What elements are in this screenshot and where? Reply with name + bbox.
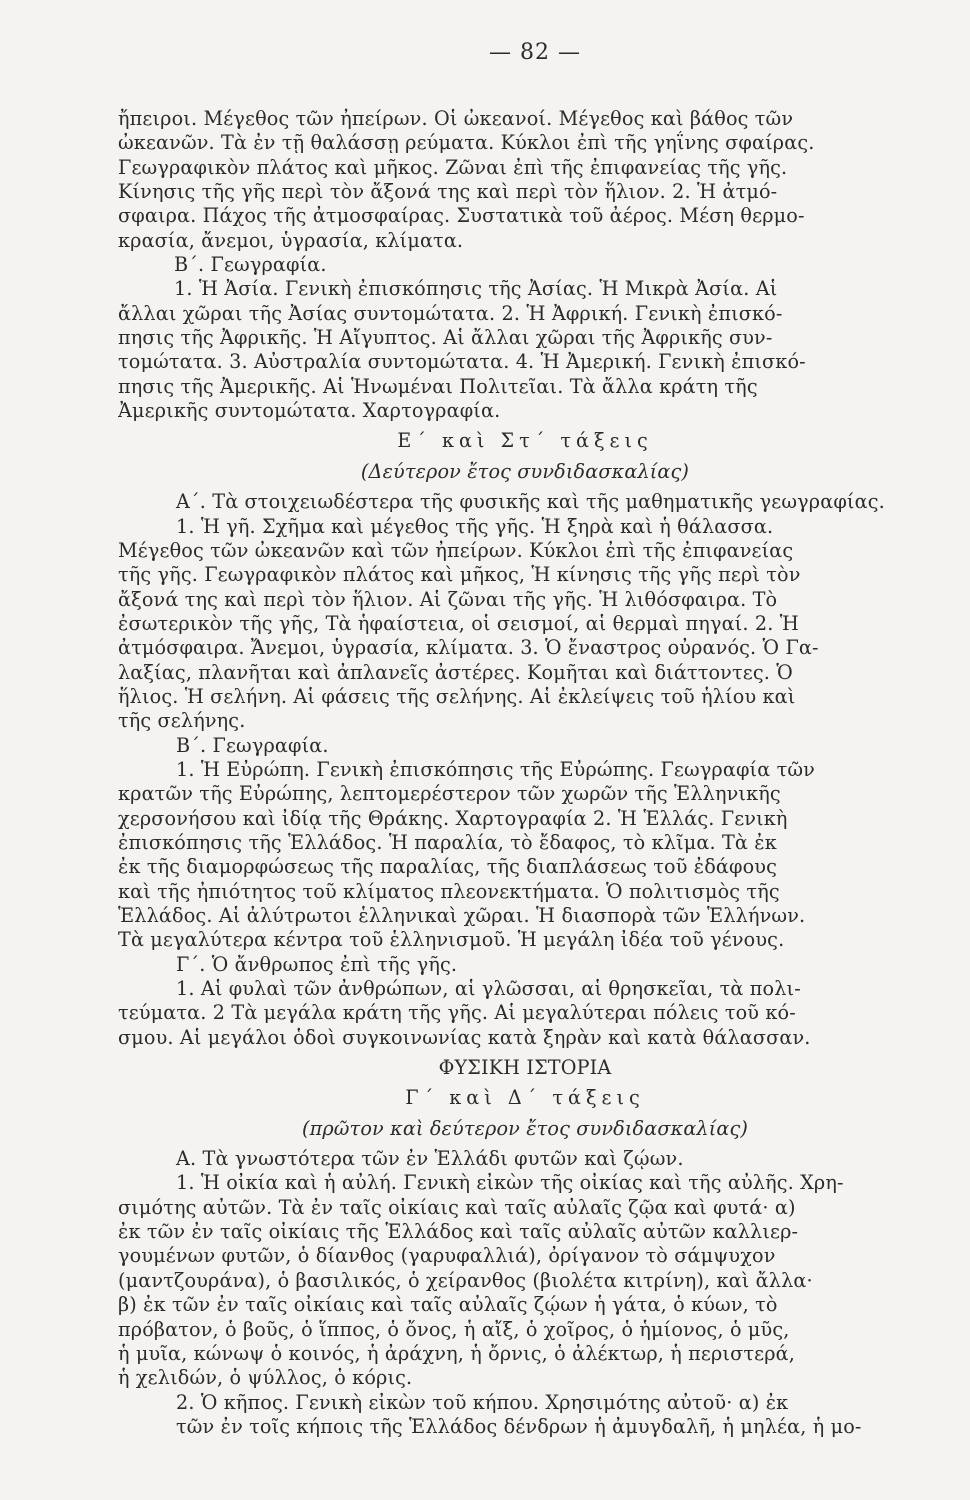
text-line: κρασία, ἄνεμοι, ὑγρασία, κλίματα. <box>118 228 464 252</box>
text-line: ὠκεανῶν. Τὰ ἐν τῇ θαλάσσῃ ρεύματα. Κύκλοι ἐπὶ τῆς γηΐνης σφαίρας. <box>118 131 815 155</box>
text-line: ἤπειροι. Μέγεθος τῶν ἠπείρων. Οἱ ὠκεανοί. Μέγεθος καὶ βάθος τῶν <box>118 107 794 130</box>
text-line: ἐσωτερικὸν τῆς γῆς, Τὰ ἡφαίστεια, οἱ σεισμοί, αἱ θερμαὶ πηγαί. 2. Ἡ <box>118 611 799 635</box>
text-line: ἡ χελιδών, ὁ ψύλλος, ὁ κόρις. <box>118 1366 413 1390</box>
text-line: (Δεύτερον ἔτος συνδιδασκαλίας) <box>360 459 690 483</box>
text-line: ἐκ τῆς διαμορφώσεως τῆς παραλίας, τῆς διαπλάσεως τοῦ ἐδάφους <box>118 855 778 879</box>
text-line: ἐπισκόπησις τῆς Ἑλλάδος. Ἡ παραλία, τὸ ἔδαφος, τὸ κλῖμα. Τὰ ἐκ <box>118 830 777 854</box>
text-line: Κίνησις τῆς γῆς περὶ τὸν ἄξονά της καὶ περὶ τὸν ἥλιον. 2. Ἡ ἀτμό- <box>118 180 778 204</box>
text-line: Ἀμερικῆς συντομώτατα. Χαρτογραφία. <box>118 399 501 423</box>
text-line: πησις τῆς Ἀφρικῆς. Ἡ Αἴγυπτος. Αἱ ἄλλαι χῶραι τῆς Ἀφρικῆς συν- <box>118 326 773 350</box>
text-line: Γ΄. Ὁ ἄνθρωπος ἐπὶ τῆς γῆς. <box>176 952 458 976</box>
text-line: Β΄. Γεωγραφία. <box>176 733 329 757</box>
text-line: (μαντζουράνα), ὁ βασιλικός, ὁ χείρανθος (βιολέτα κιτρίνη), καὶ ἄλλα· <box>118 1268 813 1292</box>
text-line: Ε΄ καὶ Στ΄ τάξεις <box>397 429 653 453</box>
text-line: σιμότης αὐτῶν. Τὰ ἐν ταῖς οἰκίαις καὶ ταῖς αὐλαῖς ζῷα καὶ φυτά· α) <box>118 1195 796 1219</box>
page-number: — 82 — <box>489 40 581 65</box>
text-line: τῆς σελήνης. <box>118 709 246 733</box>
text-line: Α. Τὰ γνωστότερα τῶν ἐν Ἑλλάδι φυτῶν καὶ ζῴων. <box>176 1147 684 1171</box>
text-line: 1. Ἡ οἰκία καὶ ἡ αὐλή. Γενικὴ εἰκὼν τῆς οἰκίας καὶ τῆς αὐλῆς. Χρη- <box>176 1171 844 1195</box>
text-line: πησις τῆς Ἀμερικῆς. Αἱ Ἡνωμέναι Πολιτεῖαι. Τὰ ἄλλα κράτη τῆς <box>118 374 758 398</box>
text-line: καὶ τῆς ἠπιότητος τοῦ κλίματος πλεονεκτήματα. Ὁ πολιτισμὸς τῆς <box>118 879 780 903</box>
text-line: Γ΄ καὶ Δ΄ τάξεις <box>405 1086 645 1110</box>
text-line: Τὰ μεγαλύτερα κέντρα τοῦ ἑλληνισμοῦ. Ἡ μεγάλη ἰδέα τοῦ γένους. <box>118 928 785 952</box>
page-body <box>118 107 932 1439</box>
text-line: σφαιρα. Πάχος τῆς ἀτμοσφαίρας. Συστατικὰ τοῦ ἀέρος. Μέση θερμο- <box>118 204 805 228</box>
text-line: ἀτμόσφαιρα. Ἄνεμοι, ὑγρασία, κλίματα. 3. Ὁ ἔναστρος οὐρανός. Ὁ Γα- <box>118 636 819 660</box>
text-line: 1. Ἡ Ἀσία. Γενικὴ ἐπισκόπησις τῆς Ἀσίας. Ἡ Μικρὰ Ἀσία. Αἱ <box>174 277 778 301</box>
text-line: ΦΥΣΙΚΗ ΙΣΤΟΡΙΑ <box>438 1056 612 1080</box>
text-line: (πρῶτον καὶ δεύτερον ἔτος συνδιδασκαλίας) <box>301 1116 749 1140</box>
text-line: Μέγεθος τῶν ὠκεανῶν καὶ τῶν ἠπείρων. Κύκλοι ἐπὶ τῆς ἐπιφανείας <box>118 538 794 562</box>
text-line: 1. Ἡ Εὐρώπη. Γενικὴ ἐπισκόπησις τῆς Εὐρώπης. Γεωγραφία τῶν <box>176 757 815 781</box>
text-line: ἐκ τῶν ἐν ταῖς οἰκίαις τῆς Ἑλλάδος καὶ ταῖς αὐλαῖς αὐτῶν καλλιερ- <box>118 1220 799 1244</box>
text-line: λαξίας, πλανῆται καὶ ἀπλανεῖς ἀστέρες. Κομῆται καὶ διάττοντες. Ὁ <box>118 660 793 684</box>
text-line: ἄλλαι χῶραι τῆς Ἀσίας συντομώτατα. 2. Ἡ Ἀφρική. Γενικὴ ἐπισκό- <box>118 301 783 325</box>
text-line: κρατῶν τῆς Εὐρώπης, λεπτομερέστερον τῶν χωρῶν τῆς Ἑλληνικῆς <box>118 782 781 806</box>
text-line: γουμένων φυτῶν, ὁ δίανθος (γαρυφαλλιά), ὀρίγανον τὸ σάμψυχον <box>118 1244 776 1268</box>
text-line: ἥλιος. Ἡ σελήνη. Αἱ φάσεις τῆς σελήνης. Αἱ ἐκλείψεις τοῦ ἡλίου καὶ <box>118 684 796 708</box>
text-line: Ἑλλάδος. Αἱ ἀλύτρωτοι ἑλληνικαὶ χῶραι. Ἡ διασπορὰ τῶν Ἑλλήνων. <box>118 904 806 927</box>
text-line: σμου. Αἱ μεγάλοι ὁδοὶ συγκοινωνίας κατὰ ξηρὰν καὶ κατὰ θάλασσαν. <box>118 1025 811 1049</box>
text-line: Α΄. Τὰ στοιχειωδέστερα τῆς φυσικῆς καὶ τῆς μαθηματικῆς γεωγραφίας. <box>176 490 885 514</box>
text-line: β) ἐκ τῶν ἐν ταῖς οἰκίαις καὶ ταῖς αὐλαῖς ζῴων ἡ γάτα, ὁ κύων, τὸ <box>118 1293 778 1317</box>
text-line: Γεωγραφικὸν πλάτος καὶ μῆκος. Ζῶναι ἐπὶ τῆς ἐπιφανείας τῆς γῆς. <box>118 155 788 179</box>
text-line: τομώτατα. 3. Αὐστραλία συντομώτατα. 4. Ἡ Ἀμερική. Γενικὴ ἐπισκό- <box>118 350 806 374</box>
text-line: 1. Ἡ γῆ. Σχῆμα καὶ μέγεθος τῆς γῆς. Ἡ ξηρὰ καὶ ἡ θάλασσα. <box>176 514 774 538</box>
text-line: 1. Αἱ φυλαὶ τῶν ἀνθρώπων, αἱ γλῶσσαι, αἱ θρησκεῖαι, τὰ πολι- <box>176 977 801 1001</box>
text-line: Β΄. Γεωγραφία. <box>174 253 327 277</box>
text-line: 2. Ὁ κῆπος. Γενικὴ εἰκὼν τοῦ κήπου. Χρησιμότης αὐτοῦ· α) ἐκ <box>176 1390 789 1414</box>
text-line: τῶν ἐν τοῖς κήποις τῆς Ἑλλάδος δένδρων ἡ ἀμυγδαλῆ, ἡ μηλέα, ἡ μο- <box>176 1414 862 1438</box>
text-line: ἡ μυῖα, κώνωψ ὁ κοινός, ἡ ἀράχνη, ἡ ὄρνις, ὁ ἀλέκτωρ, ἡ περιστερά, <box>118 1341 795 1365</box>
text-line: χερσονήσου καὶ ἰδίᾳ τῆς Θράκης. Χαρτογραφία 2. Ἡ Ἑλλάς. Γενικὴ <box>118 806 788 830</box>
text-line: ἄξονά της καὶ περὶ τὸν ἥλιον. Αἱ ζῶναι τῆς γῆς. Ἡ λιθόσφαιρα. Τὸ <box>118 587 778 611</box>
text-line: τεύματα. 2 Τὰ μεγάλα κράτη τῆς γῆς. Αἱ μεγαλύτεραι πόλεις τοῦ κό- <box>118 1001 796 1025</box>
text-line: τῆς γῆς. Γεωγραφικὸν πλάτος καὶ μῆκος, Ἡ κίνησις τῆς γῆς περὶ τὸν <box>118 563 801 587</box>
text-line: πρόβατον, ὁ βοῦς, ὁ ἵππος, ὁ ὄνος, ἡ αἴξ, ὁ χοῖρος, ὁ ἡμίονος, ὁ μῦς, <box>118 1317 790 1341</box>
